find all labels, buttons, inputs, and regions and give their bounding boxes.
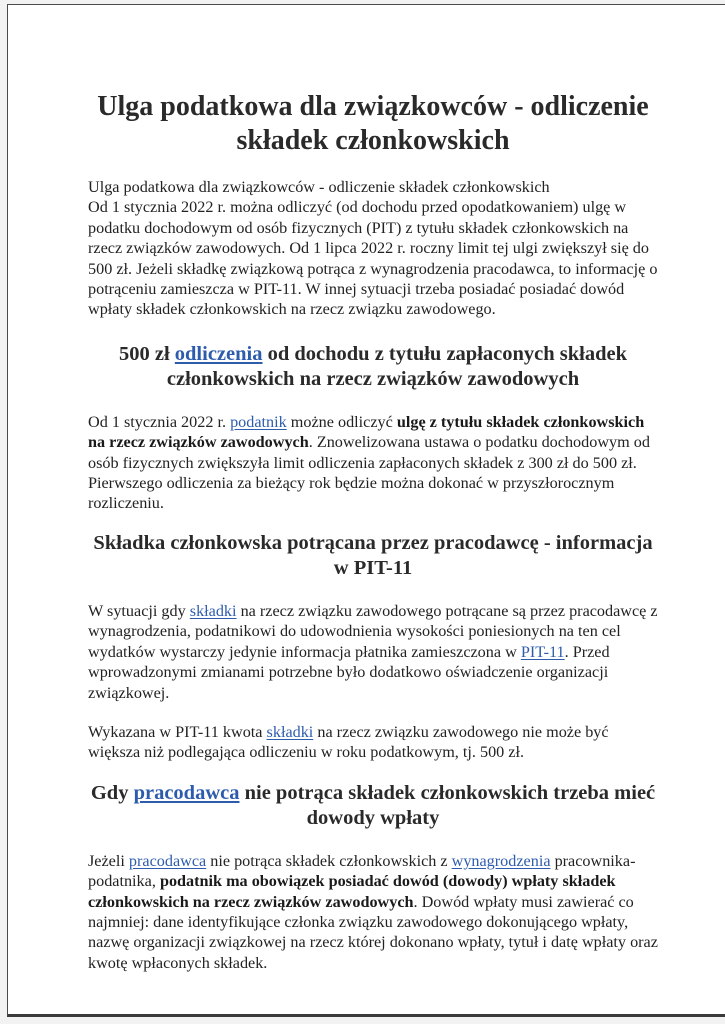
- document-content: [88, 90, 658, 973]
- section-heading-deduction: [88, 342, 658, 392]
- link-pracodawca[interactable]: pracodawca: [128, 851, 207, 870]
- paragraph-text: nie potrąca składek członkowskich z: [206, 851, 452, 870]
- paragraph-text: W sytuacji gdy: [88, 601, 190, 620]
- paragraph-text: Od 1 stycznia 2022 r.: [88, 412, 231, 431]
- intro-text: Od 1 stycznia 2022 r. można odliczyć (od dochodu przed opodatkowaniem) ulgę w podatku dochodowym od osób fizycznych (PIT) z tytułu składek członkowskich na rzecz związków zawodowych. Od 1 lipca 2022 r. roczny limit tej ulgi zwiększył się do 500 zł. Jeżeli składkę związkową potrąca z wynagrodzenia pracodawca, to informację o potrąceniu zamieszcza w PIT-11. W innej sytuacji trzeba posiadać posiadać dowód wpłaty składek członkowskich na rzecz związku zawodowego.: [88, 198, 658, 319]
- paragraph-text: . Przed wprowadzonymi zmianami potrzebne było dodatkowo oświadczenie organizacji związkowej.: [88, 642, 610, 702]
- heading-text: Gdy: [90, 781, 134, 804]
- paragraph-text: . Znowelizowana ustawa o podatku dochodowym od osób fizycznych zwiększyła limit odliczenia zapłaconych składek z 300 zł do 500 zł. Pierwszego odliczenia za bieżący rok będzie można dokonać w przyszłorocznym rozliczeniu.: [88, 433, 650, 513]
- page-title: Ulga podatkowa dla związkowców - odliczenie składek członkowskich: [97, 91, 649, 156]
- link-odliczenia[interactable]: odliczenia: [174, 342, 263, 365]
- heading-text: od dochodu z tytułu zapłaconych składek członkowskich na rzecz związków zawodowych: [166, 342, 627, 390]
- paragraph-text: Jeżeli: [88, 851, 129, 870]
- heading-text: nie potrąca składek członkowskich trzeba mieć dowody wpłaty: [239, 781, 656, 829]
- document-page: [7, 4, 725, 1017]
- heading-text: 500 zł: [118, 342, 175, 365]
- section-paragraph-deduction: [88, 412, 658, 514]
- section-heading-proof: [88, 781, 658, 831]
- paragraph-text: na rzecz związku zawodowego potrącane są przez pracodawcę z wynagrodzenia, podatnikowi do udowodnienia wysokości poniesionych na ten cel wydatków wystarczy jedynie informacja płatnika zamieszczona w: [88, 601, 658, 661]
- link-skladki[interactable]: składki: [189, 601, 237, 620]
- paragraph-text: Wykazana w PIT-11 kwota: [88, 722, 267, 741]
- section-paragraph-limit: [88, 722, 658, 763]
- paragraph-text: na rzecz związku zawodowego nie może być większa niż podlegająca odliczeniu w roku podatkowym, tj. 500 zł.: [88, 722, 609, 762]
- intro-first-line: Ulga podatkowa dla związkowców - odliczenie składek członkowskich: [88, 178, 550, 196]
- link-skladki-2[interactable]: składki: [266, 722, 314, 741]
- section-paragraph-pit11: [88, 601, 658, 703]
- bold-text: ulgę z tytułu składek członkowskich na rzecz związków zawodowych: [88, 412, 645, 452]
- paragraph-text: możne odliczyć: [286, 412, 397, 431]
- section-paragraph-proof: [88, 851, 658, 973]
- link-pracodawca-heading[interactable]: pracodawca: [133, 781, 240, 804]
- link-wynagrodzenia[interactable]: wynagrodzenia: [451, 851, 551, 870]
- bold-text: podatnik ma obowiązek posiadać dowód (dowody) wpłaty składek członkowskich na rzecz związków zawodowych: [88, 872, 616, 911]
- intro-paragraph: [88, 177, 658, 320]
- link-pit-11[interactable]: PIT-11: [520, 642, 565, 661]
- section-heading-pit11: Składka członkowska potrącana przez pracodawcę - informacja w PIT-11: [93, 531, 653, 579]
- link-podatnik[interactable]: podatnik: [230, 412, 287, 431]
- paragraph-text: pracownika-podatnika,: [88, 851, 636, 891]
- paragraph-text: . Dowód wpłaty musi zawierać co najmniej: dane identyfikujące członka związku zawodowego dokonującego wpłaty, nazwę organizacji związkowej na rzecz której dokonano wpłaty, tytuł i datę wpłaty oraz kwotę wpłaconych składek.: [88, 892, 658, 972]
